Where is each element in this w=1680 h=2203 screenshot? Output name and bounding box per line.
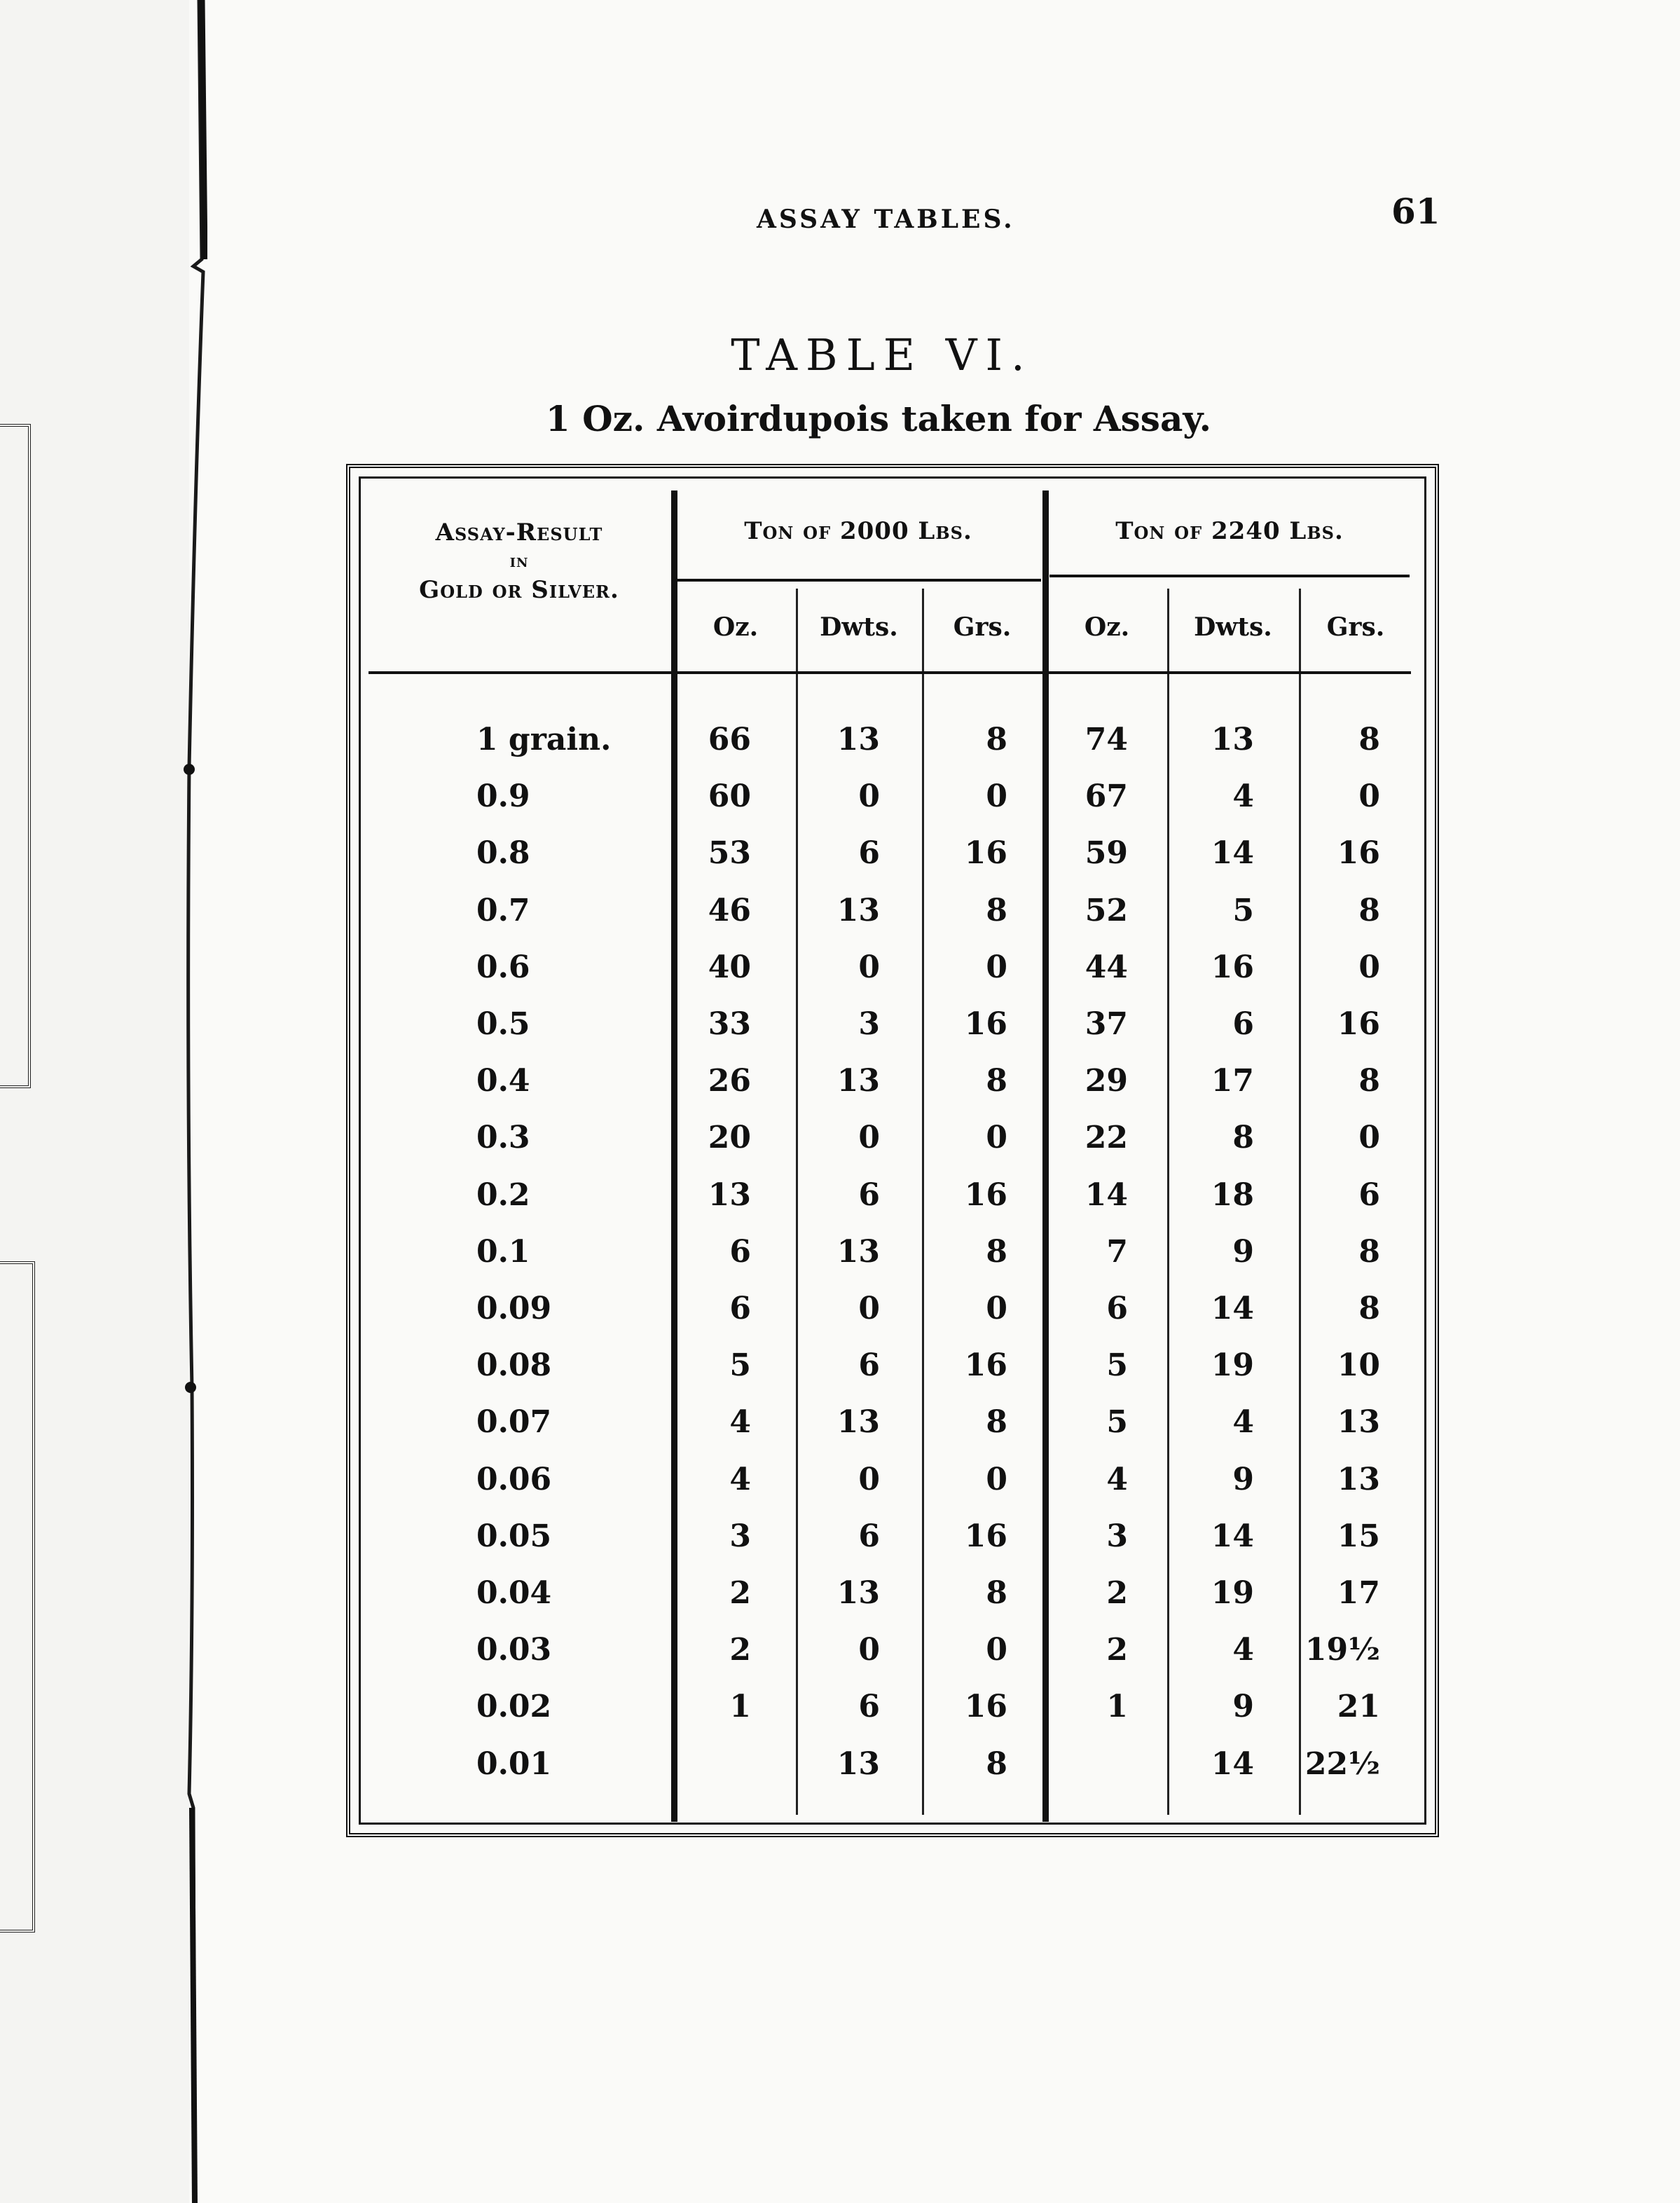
value-cell-oz2: 44 [1085,949,1128,985]
value-cell-grs2: 8 [1358,892,1380,928]
value-cell-oz1: 60 [708,778,751,815]
value-cell-grs2: 6 [1358,1176,1380,1213]
table-row [0,1462,1680,1518]
value-cell-grs1: 0 [986,1632,1007,1668]
assay-result-cell: 0.9 [476,778,530,815]
value-cell-grs1: 0 [986,1120,1007,1156]
value-cell-oz2: 2 [1106,1575,1128,1611]
value-cell-dwts1: 13 [836,1404,880,1441]
value-cell-oz2: 29 [1085,1063,1128,1099]
assay-result-cell: 0.3 [476,1120,530,1156]
value-cell-dwts2: 14 [1211,1291,1254,1326]
assay-result-cell: 0.8 [476,835,530,872]
value-cell-dwts2: 8 [1232,1120,1254,1156]
value-cell-grs2: 8 [1358,722,1380,757]
value-cell-grs1: 8 [986,1575,1007,1611]
value-cell-grs2: 0 [1358,949,1380,985]
value-cell-dwts1: 13 [836,892,880,928]
assay-result-cell: 0.01 [476,1745,552,1782]
header-assay-result-line: Assay-Result [435,519,603,547]
table-row [0,1177,1680,1233]
value-cell-oz1: 13 [708,1176,751,1213]
header-assay-result-line: Gold or Silver. [419,576,619,604]
value-cell-grs2: 16 [1337,1006,1380,1042]
value-cell-grs1: 8 [986,1745,1007,1782]
value-cell-grs2: 21 [1337,1689,1380,1725]
assay-result-cell: 0.2 [476,1176,530,1213]
header-rule [677,579,1041,582]
table-subtitle: 1 Oz. Avoirdupois taken for Assay. [545,398,1212,439]
value-cell-grs2: 13 [1337,1404,1380,1441]
assay-result-cell: 0.02 [476,1689,552,1725]
table-row [0,1234,1680,1290]
assay-result-cell: 0.08 [476,1347,552,1384]
value-cell-grs2: 10 [1337,1347,1380,1384]
value-cell-oz2: 22 [1085,1120,1128,1156]
value-cell-grs1: 16 [964,1176,1007,1213]
value-cell-dwts2: 4 [1232,1404,1254,1441]
table-row [0,1291,1680,1347]
value-cell-oz2: 67 [1085,778,1128,815]
value-cell-oz1: 33 [708,1006,751,1042]
value-cell-dwts2: 14 [1211,1745,1254,1782]
header-ton-2240: Ton of 2240 Lbs. [1115,517,1344,545]
value-cell-oz1: 6 [729,1291,751,1326]
value-cell-dwts1: 13 [836,1063,880,1099]
value-cell-grs1: 16 [964,1518,1007,1554]
value-cell-grs2: 0 [1358,778,1380,815]
value-cell-grs1: 8 [986,892,1007,928]
value-cell-oz1: 5 [729,1347,751,1384]
value-cell-dwts2: 9 [1232,1233,1254,1270]
value-cell-dwts2: 14 [1211,1518,1254,1554]
value-cell-grs1: 0 [986,949,1007,985]
header-rule [1049,575,1410,577]
value-cell-oz2: 74 [1085,722,1128,757]
value-cell-dwts2: 6 [1232,1006,1254,1042]
value-cell-oz2: 37 [1085,1006,1128,1042]
value-cell-grs1: 0 [986,1461,1007,1497]
value-cell-oz1: 2 [729,1575,751,1611]
value-cell-grs1: 0 [986,778,1007,815]
table-row [0,1404,1680,1460]
assay-result-cell: 0.7 [476,892,530,928]
value-cell-oz1: 4 [729,1404,751,1441]
assay-result-cell: 0.1 [476,1233,530,1270]
header-rule [369,671,1411,674]
assay-result-cell: 0.5 [476,1006,530,1042]
table-row [0,893,1680,949]
value-cell-dwts1: 6 [858,1176,880,1213]
assay-result-cell: 0.04 [476,1575,552,1611]
value-cell-grs2: 16 [1337,835,1380,872]
table-row [0,1063,1680,1119]
table-row [0,1120,1680,1176]
value-cell-dwts1: 0 [858,778,880,815]
value-cell-dwts1: 6 [858,1689,880,1725]
assay-result-cell: 0.6 [476,949,530,985]
value-cell-dwts2: 4 [1232,1632,1254,1668]
header-assay-result-line: in [509,551,529,572]
value-cell-dwts1: 0 [858,1291,880,1326]
assay-result-cell: 0.09 [476,1291,552,1326]
value-cell-oz1: 40 [708,949,751,985]
value-cell-grs2: 22½ [1304,1745,1380,1782]
value-cell-oz1: 46 [708,892,751,928]
value-cell-oz1: 1 [729,1689,751,1725]
value-cell-grs1: 8 [986,1063,1007,1099]
value-cell-dwts1: 0 [858,1120,880,1156]
table-row [0,1689,1680,1745]
value-cell-grs2: 19½ [1304,1632,1380,1668]
table-row [0,1347,1680,1404]
value-cell-oz2: 2 [1106,1632,1128,1668]
value-cell-dwts2: 14 [1211,835,1254,872]
value-cell-dwts1: 6 [858,1518,880,1554]
table-row [0,1632,1680,1688]
value-cell-dwts2: 19 [1211,1347,1254,1384]
value-cell-dwts2: 13 [1211,722,1254,757]
value-cell-dwts1: 13 [836,1745,880,1782]
value-cell-grs2: 8 [1358,1291,1380,1326]
value-cell-grs1: 16 [964,835,1007,872]
assay-result-cell: 0.07 [476,1404,552,1441]
value-cell-oz1: 3 [729,1518,751,1554]
value-cell-dwts2: 4 [1232,778,1254,815]
table-row [0,1575,1680,1631]
value-cell-oz2: 59 [1085,835,1128,872]
table-row [0,949,1680,1006]
value-cell-oz2: 52 [1085,892,1128,928]
value-cell-grs2: 17 [1337,1575,1380,1611]
header-oz: Oz. [1084,612,1130,642]
value-cell-dwts2: 18 [1211,1176,1254,1213]
value-cell-grs1: 0 [986,1291,1007,1326]
value-cell-dwts2: 5 [1232,892,1254,928]
assay-result-cell: 0.4 [476,1063,530,1099]
value-cell-oz2: 14 [1085,1176,1128,1213]
value-cell-oz1: 6 [729,1233,751,1270]
value-cell-oz2: 6 [1106,1291,1128,1326]
header-oz: Oz. [712,612,759,642]
value-cell-dwts1: 0 [858,949,880,985]
value-cell-dwts1: 13 [836,1575,880,1611]
value-cell-oz1: 4 [729,1461,751,1497]
header-ton-2000: Ton of 2000 Lbs. [744,517,972,545]
value-cell-oz1: 53 [708,835,751,872]
header-dwts: Dwts. [1194,612,1272,642]
assay-result-cell: 0.05 [476,1518,552,1554]
table-title: TABLE VI. [731,329,1033,380]
table-row [0,1746,1680,1802]
value-cell-dwts1: 6 [858,1347,880,1384]
table-row [0,722,1680,778]
running-head: ASSAY TABLES. [757,205,1015,234]
table-row [0,1518,1680,1574]
assay-result-cell: 0.03 [476,1632,552,1668]
value-cell-oz1: 66 [708,722,751,757]
value-cell-dwts1: 0 [858,1632,880,1668]
value-cell-dwts1: 13 [836,1233,880,1270]
value-cell-dwts1: 0 [858,1461,880,1497]
value-cell-oz2: 5 [1106,1347,1128,1384]
value-cell-oz2: 4 [1106,1461,1128,1497]
value-cell-grs2: 13 [1337,1461,1380,1497]
value-cell-oz1: 2 [729,1632,751,1668]
value-cell-oz2: 7 [1106,1233,1128,1270]
value-cell-grs1: 8 [986,722,1007,757]
assay-result-cell: 1 grain. [476,722,612,757]
value-cell-grs2: 8 [1358,1063,1380,1099]
value-cell-grs1: 16 [964,1689,1007,1725]
value-cell-grs2: 8 [1358,1233,1380,1270]
value-cell-dwts2: 16 [1211,949,1254,985]
header-grs: Grs. [1326,612,1385,642]
value-cell-dwts2: 17 [1211,1063,1254,1099]
page-number: 61 [1391,191,1440,232]
assay-result-cell: 0.06 [476,1461,552,1497]
value-cell-dwts1: 3 [858,1006,880,1042]
value-cell-oz2: 5 [1106,1404,1128,1441]
value-cell-grs2: 0 [1358,1120,1380,1156]
value-cell-oz1: 20 [708,1120,751,1156]
value-cell-dwts2: 19 [1211,1575,1254,1611]
value-cell-dwts2: 9 [1232,1689,1254,1725]
header-grs: Grs. [953,612,1012,642]
header-assay-result [369,519,670,604]
value-cell-oz1: 26 [708,1063,751,1099]
table-row [0,778,1680,835]
value-cell-grs1: 8 [986,1404,1007,1441]
table-row [0,1006,1680,1062]
value-cell-oz2: 3 [1106,1518,1128,1554]
header-dwts: Dwts. [820,612,898,642]
value-cell-dwts2: 9 [1232,1461,1254,1497]
value-cell-grs1: 16 [964,1006,1007,1042]
value-cell-dwts1: 13 [836,722,880,757]
value-cell-grs2: 15 [1337,1518,1380,1554]
value-cell-dwts1: 6 [858,835,880,872]
value-cell-grs1: 16 [964,1347,1007,1384]
table-row [0,835,1680,891]
value-cell-oz2: 1 [1106,1689,1128,1725]
value-cell-grs1: 8 [986,1233,1007,1270]
